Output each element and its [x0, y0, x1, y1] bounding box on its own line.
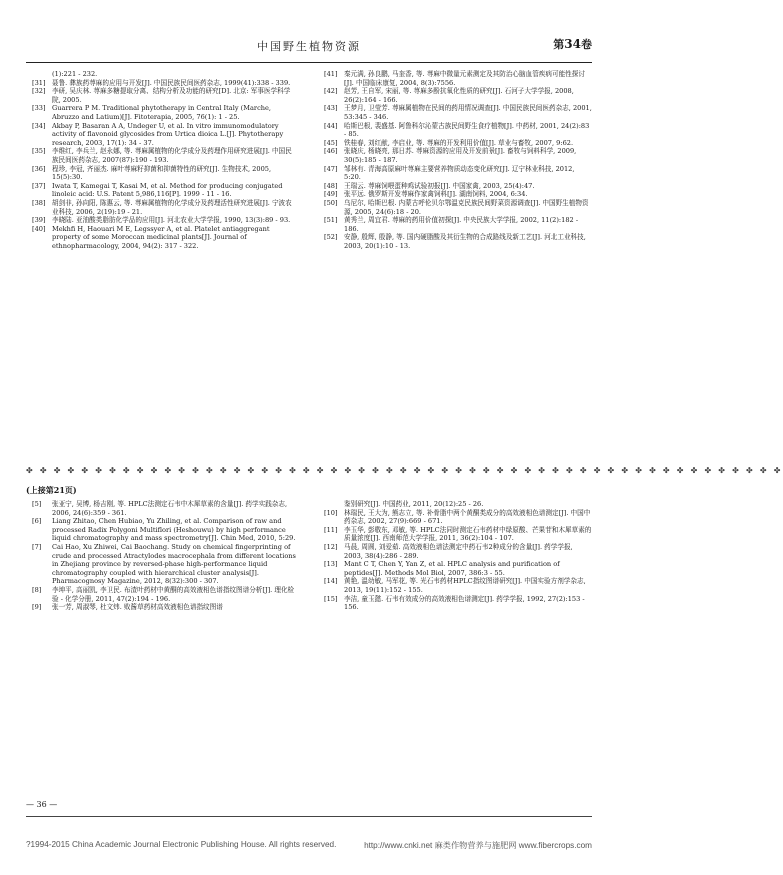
reference-item: [26, 603, 298, 612]
reference-text: Akbay P, Basaran A A, Undeger U, et al. In vitro immunomodulatory activity of flavonoid glycosides from Urtica dioica L.[J]. Phytotherapy research, 2003, 17(1): 34 - 37.: [52, 121, 284, 147]
volume-suffix: 卷: [581, 38, 592, 51]
reference-number: [44]: [324, 121, 338, 130]
reference-item: [26, 586, 298, 603]
reference-number: [38]: [32, 198, 46, 207]
reference-text: Guarrera P M. Traditional phytotherapy in Central Italy (Marche, Abruzzo and Latium)[J]. Fitoterapia, 2005, 76(1): 1 - 25.: [52, 104, 272, 121]
reference-item: [26, 70, 298, 79]
reference-item: [26, 543, 298, 586]
reference-text: 邹林有. 青海高原麻叶荨麻主要营养物质动态变化研究[J]. 辽宁林业科技, 2012, 5:20.: [344, 164, 575, 182]
reference-item: [26, 122, 298, 148]
reference-number: [39]: [32, 216, 46, 225]
reference-item: [26, 225, 298, 251]
reference-text: 李研, 吴庆林. 荨麻多糖提取分离、结构分析及功能的研究[D]. 北京: 军事医学科学院, 2005.: [52, 87, 291, 104]
reference-number: [48]: [324, 181, 338, 190]
reference-text: 黄秀兰, 周宜君. 荨麻的药用价值初探[J]. 中央民族大学学报, 2002, 11(2):182 - 186.: [344, 216, 579, 233]
references-top-right: [318, 70, 592, 250]
volume-label: [553, 36, 592, 52]
reference-item: [26, 199, 298, 216]
reference-text: 聂鲁. 彝族药荨麻的应用与开发[J]. 中国民族民间医药杂志, 1999(41):338 - 339.: [52, 78, 291, 87]
reference-item: [318, 87, 592, 104]
reference-number: [33]: [32, 104, 46, 113]
reference-item: [26, 165, 298, 182]
reference-number: [50]: [324, 198, 338, 207]
reference-text: 李晓陆. 亚油酸类脂肪化学品的应用[J]. 河北农业大学学报, 1990, 13(3):89 - 93.: [52, 216, 291, 225]
reference-text: 李维红, 李兵兰, 赵永娜, 等. 荨麻属植物的化学成分及药理作用研究进展[J]. 中国民族民间医药杂志, 2007(87):190 - 193.: [52, 147, 292, 164]
reference-item: [318, 526, 592, 543]
reference-number: [9]: [32, 603, 42, 612]
reference-number: [52]: [324, 233, 338, 242]
continued-note: (上接第21页): [26, 485, 77, 495]
reference-text: 张亚宁, 吴博, 杨吉刚, 等. HPLC法测定石韦中木犀草素的含量[J]. 药学实践杂志, 2006, 24(6):359 - 361.: [52, 500, 288, 517]
reference-text: 李洁, 童玉懿. 石韦有效成分的高效液相色谱测定[J]. 药学学报, 1992, 27(2):153 - 156.: [344, 594, 585, 612]
reference-text: Iwata T, Kamegai T, Kasai M, et al. Method for producing conjugated linoleic acid: U.S. Patent 5,986,116[P]. 1999 - 11 - 16.: [52, 181, 283, 199]
reference-item: [318, 190, 592, 199]
reference-number: [10]: [324, 508, 338, 517]
reference-item: [318, 500, 592, 509]
reference-number: [11]: [324, 525, 338, 534]
reference-number: [8]: [32, 585, 42, 594]
journal-title: 中国野生植物资源: [257, 40, 361, 53]
reference-item: [26, 79, 298, 88]
reference-item: [26, 87, 298, 104]
reference-number: [43]: [324, 104, 338, 113]
reference-number: [42]: [324, 87, 338, 96]
reference-item: [26, 517, 298, 543]
reference-item: [318, 543, 592, 560]
reference-item: [26, 182, 298, 199]
reference-text: 王瑞云. 荨麻饲喂蛋种鸡试验初报[J]. 中国家禽, 2003, 25(4):47.: [344, 181, 535, 190]
page-header: [26, 30, 592, 60]
reference-number: [51]: [324, 216, 338, 225]
reference-item: [318, 70, 592, 87]
references-top-left: [26, 70, 298, 250]
reference-text: 赵芳, 王自军, 宋丽, 等. 荨麻多酚抗氧化性质的研究[J]. 石河子大学学报, 2008, 26(2):164 - 166.: [344, 87, 574, 104]
reference-text: 哈斯巴根, 裴盛基. 阿鲁科尔沁蒙古族民间野生食疗植物[J]. 中药材, 2001, 24(2):83 - 85.: [344, 121, 590, 139]
page-number: — 36 —: [26, 800, 58, 809]
reference-text: (1):221 - 232.: [52, 70, 98, 78]
reference-number: [34]: [32, 121, 46, 130]
references-bottom-right: [318, 500, 592, 612]
reference-number: [46]: [324, 147, 338, 156]
reference-number: [36]: [32, 164, 46, 173]
reference-number: [32]: [32, 87, 46, 96]
reference-number: [15]: [324, 594, 338, 603]
copyright-text: ?1994-2015 China Academic Journal Electronic Publishing House. All rights reserved.: [26, 840, 337, 849]
reference-text: 乌尼尔, 哈斯巴根. 内蒙古呼伦贝尔鄂温克民族民间野菜资源调查[J]. 中国野生植物资源, 2005, 24(6):18 - 20.: [344, 198, 589, 216]
reference-text: 秦元满, 孙良鹏, 马奎香, 等. 荨麻中微量元素测定及其防治心脑血管疾病可能性探讨[J]. 中国临床康复, 2004, 8(3):7556.: [344, 70, 585, 87]
reference-text: 黄艳, 温幼敏, 马军花, 等. 光石韦药材HPLC指纹图谱研究[J]. 中国实验方剂学杂志, 2013, 19(11):152 - 155.: [344, 577, 586, 594]
volume-number: 34: [564, 37, 581, 51]
reference-text: 程珍, 李冠, 齐丽杰. 麻叶荨麻籽抑菌和抑菌特性的研究[J]. 生物技术, 2005, 15(5):30.: [52, 164, 272, 182]
reference-item: [26, 216, 298, 225]
reference-number: [40]: [32, 224, 46, 233]
reference-text: 铁桂春, 刘红献, 李启业, 等. 荨麻的开发利用价值[J]. 草业与畜牧, 2007, 9:62.: [344, 138, 574, 147]
reference-text: 安静, 殷辉, 殷静, 等. 国内硬脂酸及其衍生物的合成路线及新工艺[J]. 河北工业科技, 2003, 20(1):10 - 13.: [344, 233, 586, 250]
reference-item: [318, 165, 592, 182]
reference-text: Mant C T, Chen Y, Yan Z, et al. HPLC analysis and purification of peptides[J]. Methods Mol Biol, 2007, 386:3 - 55.: [344, 560, 560, 577]
reference-number: [13]: [324, 560, 338, 569]
reference-number: [14]: [324, 577, 338, 586]
reference-number: [41]: [324, 70, 338, 78]
reference-item: [26, 147, 298, 164]
reference-item: [318, 216, 592, 233]
reference-item: [26, 104, 298, 121]
reference-text: 李玉华, 彭敬东, 邓敏, 等. HPLC法同时测定石韦药材中绿原酸、芒果苷和木犀草素的质量浓度[J]. 西南师范大学学报, 2011, 36(2):104 - 107.: [344, 525, 592, 543]
reference-item: [318, 509, 592, 526]
reference-text: 张晓庆, 杨晓亮, 那日苏. 荨麻资源的应用及开发前景[J]. 畜牧与饲料科学, 2009, 30(5):185 - 187.: [344, 147, 577, 164]
reference-text: Liang Zhitao, Chen Hubiao, Yu Zhiling, et al. Comparison of raw and processed Radix Polygoni Multiflori (Heshouwu) by high performance liquid chromatography and mass spectrometry[J]. Chin Med, 2010, 5:29.: [52, 517, 296, 543]
reference-item: [318, 595, 592, 612]
volume-prefix: 第: [553, 38, 565, 51]
reference-number: [49]: [324, 190, 338, 199]
reference-item: [318, 122, 592, 139]
reference-text: Mekhfi H, Haouari M E, Legssyer A, et al. Platelet antiaggregant property of some Moroccan medicinal plants[J]. Journal of ethnopharmacology, 2004, 94(2): 317 - 322.: [52, 224, 270, 250]
reference-number: [35]: [32, 147, 46, 156]
reference-number: [47]: [324, 164, 338, 173]
website-text: http://www.cnki.net 麻类作物营养与施肥网 www.fibercrops.com: [364, 841, 592, 850]
reference-text: 张一芳, 周淑琴, 杜文炜. 败酱草药材高效液相色谱指纹图谱: [52, 603, 223, 612]
reference-item: [318, 577, 592, 594]
reference-number: [45]: [324, 138, 338, 147]
reference-item: [318, 199, 592, 216]
reference-item: [318, 104, 592, 121]
reference-number: [5]: [32, 500, 42, 508]
reference-number: [12]: [324, 542, 338, 551]
section-separator: ✤ ✤ ✤ ✤ ✤ ✤ ✤ ✤ ✤ ✤ ✤ ✤ ✤ ✤ ✤ ✤ ✤ ✤ ✤ ✤ ✤ ✤ ✤ ✤ ✤ ✤ ✤ ✤ ✤ ✤ ✤ ✤ ✤ ✤ ✤ ✤ ✤ ✤ ✤ ✤ ✤ ✤ ✤ ✤ ✤ ✤ ✤ ✤ ✤ ✤ ✤ ✤ ✤ ✤ ✤: [26, 466, 783, 475]
reference-text: 鉴别研究[J]. 中国药业, 2011, 20(12):25 - 26.: [344, 500, 484, 508]
reference-text: 王梦月, 卫莹芳. 荨麻属植物在民间的药用情况调查[J]. 中国民族民间医药杂志, 2001, 53:345 - 346.: [344, 104, 592, 121]
reference-text: 林瑞民, 王大为, 熊志立, 等. 补骨脂中两个黄酮类成分的高效液相色谱测定[J]. 中国中药杂志, 2002, 27(9):669 - 671.: [344, 508, 591, 526]
reference-number: [31]: [32, 78, 46, 87]
reference-number: [37]: [32, 181, 46, 190]
reference-text: 张平远. 俄罗斯开发荨麻作家禽饲料[J]. 湖南饲料, 2004, 6:34.: [344, 190, 528, 199]
reference-item: [318, 560, 592, 577]
reference-text: Cai Hao, Xu Zhiwei, Cai Baochang. Study on chemical fingerprinting of crude and processed Atractylodes macrocephala from different locations in Zhejiang province by reversed-phase high-performance liquid chromatography coupled with hierarchical cluster analysis[J]. Pharmacognosy Magazine, 2012, 8(32):300 - 307.: [52, 542, 296, 586]
reference-number: [6]: [32, 517, 42, 526]
reference-item: [318, 147, 592, 164]
references-bottom-left: [26, 500, 298, 612]
reference-text: 马晨, 周圆, 刘爱茹. 高效液相色谱法测定中药石韦2种成分的含量[J]. 药学学报, 2003, 38(4):286 - 289.: [344, 542, 573, 560]
reference-item: [318, 233, 592, 250]
reference-text: 胡剑非, 孙向阳, 陈惠云, 等. 荨麻属植物的化学成分及药理活性研究进展[J]. 宁波农业科技, 2006, 2(19):19 - 21.: [52, 198, 292, 216]
header-rule: [26, 62, 592, 63]
reference-item: [26, 500, 298, 517]
reference-text: 李坤平, 高丽凯, 李卫民. 布渣叶药材中黄酮的高效液相色谱指纹图谱分析[J]. 理化检验 - 化学分册, 2011, 47(2):194 - 196.: [52, 585, 295, 603]
footer-rule: [26, 816, 592, 817]
reference-number: [7]: [32, 542, 42, 551]
